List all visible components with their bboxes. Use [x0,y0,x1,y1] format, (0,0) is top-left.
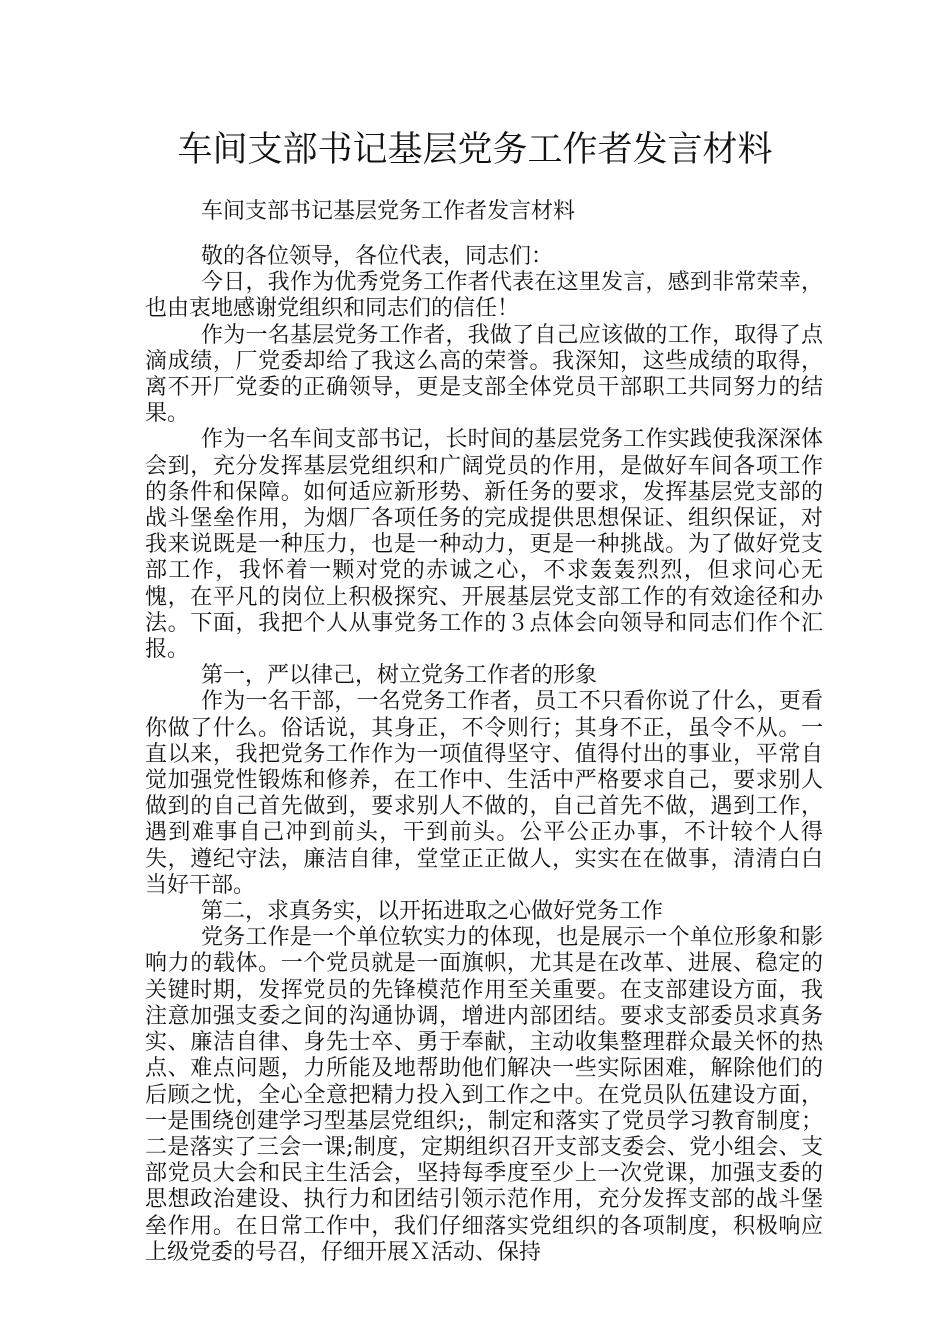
document-subtitle: 车间支部书记基层党务工作者发言材料 [201,199,576,224]
body-paragraph: 今日，我作为优秀党务工作者代表在这里发言，感到非常荣幸，也由衷地感谢党组织和同志们的信任！ [145,270,823,322]
section-heading: 第二，求真务实，以开拓进取之心做好党务工作 [201,899,664,925]
section-heading: 第一，严以律己，树立党务工作者的形象 [201,663,598,689]
document-title: 车间支部书记基层党务工作者发言材料 [177,130,773,170]
document-body [145,244,823,1266]
body-paragraph: 作为一名车间支部书记，长时间的基层党务工作实践使我深深体会到，充分发挥基层党组织和广阔党员的作用，是做好车间各项工作的条件和保障。如何适应新形势、新任务的要求，发挥基层党支部的战斗堡垒作用，为烟厂各项任务的完成提供思想保证、组织保证，对我来说既是一种压力，也是一种动力，更是一种挑战。为了做好党支部工作，我怀着一颗对党的赤诚之心，不求轰轰烈烈，但求问心无愧，在平凡的岗位上积极探究、开展基层党支部工作的有效途径和办法。下面，我把个人从事党务工作的３点体会向领导和同志们作个汇报。 [145,427,823,663]
body-paragraph: 党务工作是一个单位软实力的体现，也是展示一个单位形象和影响力的载体。一个党员就是一面旗帜，尤其是在改革、进展、稳定的关键时期，发挥党员的先锋模范作用至关重要。在支部建设方面，我注意加强支委之间的沟通协调，增进内部团结。要求支部委员求真务实、廉洁自律、身先士卒、勇于奉献，主动收集整理群众最关怀的热点、难点问题，力所能及地帮助他们解决一些实际困难，解除他们的后顾之忧，全心全意把精力投入到工作之中。在党员队伍建设方面，一是围绕创建学习型基层党组织;，制定和落实了党员学习教育制度；二是落实了三会一课;制度，定期组织召开支部支委会、党小组会、支部党员大会和民主生活会，坚持每季度至少上一次党课，加强支委的思想政治建设、执行力和团结引领示范作用，充分发挥支部的战斗堡垒作用。在日常工作中，我们仔细落实党组织的各项制度，积极响应上级党委的号召，仔细开展Ｘ活动、保持 [145,925,823,1265]
body-paragraph: 作为一名基层党务工作者，我做了自己应该做的工作，取得了点滴成绩，厂党委却给了我这么高的荣誉。我深知，这些成绩的取得，离不开厂党委的正确领导，更是支部全体党员干部职工共同努力的结果。 [145,322,823,427]
body-paragraph: 作为一名干部，一名党务工作者，员工不只看你说了什么，更看你做了什么。俗话说，其身正，不令则行；其身不正，虽令不从。一直以来，我把党务工作作为一项值得坚守、值得付出的事业，平常自觉加强党性锻炼和修养，在工作中、生活中严格要求自己，要求别人做到的自己首先做到，要求别人不做的，自己首先不做，遇到工作，遇到难事自己冲到前头，干到前头。公平公正办事，不计较个人得失，遵纪守法，廉洁自律，堂堂正正做人，实实在在做事，清清白白当好干部。 [145,689,823,898]
salutation-paragraph: 敬的各位领导，各位代表，同志们： [201,244,554,269]
